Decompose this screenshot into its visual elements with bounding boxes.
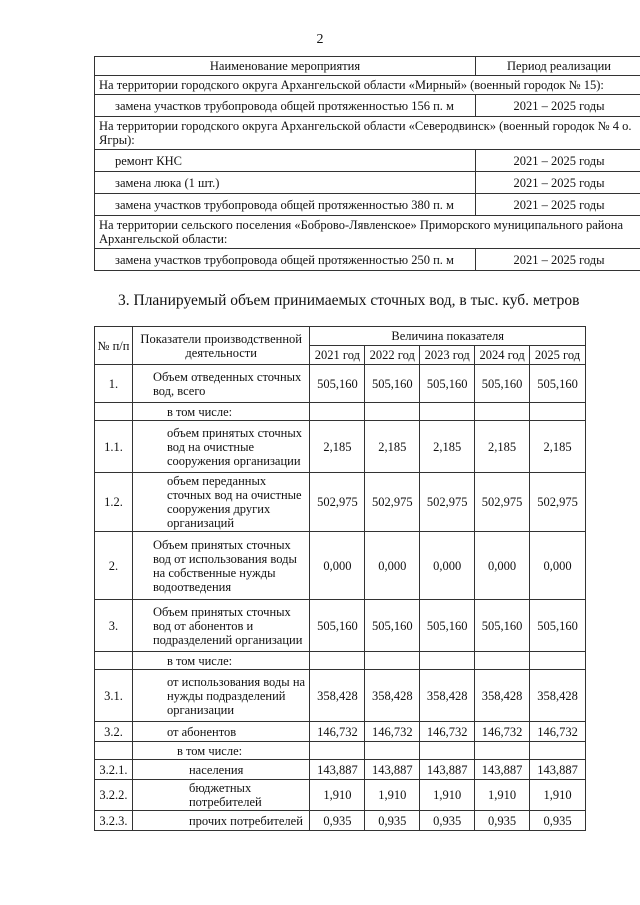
row-value: 505,160	[420, 600, 475, 652]
row-indicator: объем принятых сточных вод на очистные сооружения организации	[132, 421, 309, 473]
row-value: 0,000	[530, 532, 586, 600]
col-header-period: Период реализации	[476, 57, 640, 76]
measures-table	[94, 56, 640, 271]
measure-period: 2021 – 2025 годы	[476, 172, 640, 194]
row-number	[95, 403, 133, 421]
measure-name: замена участков трубопровода общей протяженностью 380 п. м	[95, 194, 476, 216]
row-value	[365, 403, 420, 421]
row-value: 505,160	[530, 365, 586, 403]
row-value: 2,185	[365, 421, 420, 473]
table-row	[95, 532, 586, 600]
row-indicator: Объем отведенных сточных вод, всего	[132, 365, 309, 403]
row-value	[530, 403, 586, 421]
row-value: 143,887	[365, 760, 420, 780]
row-value: 146,732	[420, 722, 475, 742]
table-row	[95, 760, 586, 780]
row-number: 2.	[95, 532, 133, 600]
row-value: 502,975	[475, 473, 530, 532]
table-row	[95, 670, 586, 722]
row-value: 358,428	[365, 670, 420, 722]
row-indicator: в том числе:	[132, 403, 309, 421]
row-value: 0,000	[420, 532, 475, 600]
row-value: 502,975	[365, 473, 420, 532]
row-value	[475, 403, 530, 421]
row-value: 505,160	[420, 365, 475, 403]
row-value: 1,910	[310, 780, 365, 811]
table-row	[95, 742, 586, 760]
row-value: 143,887	[310, 760, 365, 780]
row-value: 505,160	[310, 365, 365, 403]
row-value	[310, 403, 365, 421]
row-number: 1.1.	[95, 421, 133, 473]
row-indicator: бюджетных потребителей	[132, 780, 309, 811]
row-indicator: от использования воды на нужды подразделений организации	[132, 670, 309, 722]
row-value: 505,160	[365, 600, 420, 652]
row-number	[95, 742, 133, 760]
row-value: 0,935	[475, 811, 530, 831]
measure-period: 2021 – 2025 годы	[476, 95, 640, 117]
row-value	[475, 742, 530, 760]
row-value	[530, 742, 586, 760]
row-value: 143,887	[530, 760, 586, 780]
col-header-year: 2021 год	[310, 346, 365, 365]
row-number: 3.2.	[95, 722, 133, 742]
measure-period: 2021 – 2025 годы	[476, 249, 640, 271]
row-value: 358,428	[475, 670, 530, 722]
table-row	[95, 421, 586, 473]
measure-row	[95, 194, 640, 216]
row-indicator: Объем принятых сточных вод от абонентов и подразделений организации	[132, 600, 309, 652]
region-label: На территории сельского поселения «Боброво-Лявленское» Приморского муниципального района Архангельской области:	[95, 216, 640, 249]
row-value: 505,160	[365, 365, 420, 403]
col-header-year: 2024 год	[475, 346, 530, 365]
row-value	[420, 742, 475, 760]
row-value: 505,160	[310, 600, 365, 652]
row-value: 505,160	[475, 365, 530, 403]
row-value	[310, 742, 365, 760]
measure-row	[95, 150, 640, 172]
row-indicator: в том числе:	[132, 652, 309, 670]
measure-name: ремонт КНС	[95, 150, 476, 172]
col-header-year: 2022 год	[365, 346, 420, 365]
row-indicator: от абонентов	[132, 722, 309, 742]
row-number: 3.	[95, 600, 133, 652]
row-value: 502,975	[530, 473, 586, 532]
measure-row	[95, 95, 640, 117]
row-number: 3.2.1.	[95, 760, 133, 780]
measure-name: замена участков трубопровода общей протяженностью 250 п. м	[95, 249, 476, 271]
row-value: 358,428	[310, 670, 365, 722]
row-value: 143,887	[420, 760, 475, 780]
row-value: 2,185	[530, 421, 586, 473]
row-value: 0,000	[310, 532, 365, 600]
row-indicator: в том числе:	[132, 742, 309, 760]
row-value: 505,160	[475, 600, 530, 652]
region-row	[95, 216, 640, 249]
row-value: 2,185	[475, 421, 530, 473]
table-row	[95, 600, 586, 652]
row-value: 2,185	[310, 421, 365, 473]
row-value: 502,975	[420, 473, 475, 532]
page-number: 2	[316, 32, 324, 47]
row-value: 505,160	[530, 600, 586, 652]
row-value: 0,000	[475, 532, 530, 600]
row-number	[95, 652, 133, 670]
row-indicator: прочих потребителей	[132, 811, 309, 831]
col-header-year: 2025 год	[530, 346, 586, 365]
region-label: На территории городского округа Архангельской области «Северодвинск» (военный городок № 4 о. Ягры):	[95, 117, 640, 150]
row-number: 3.2.3.	[95, 811, 133, 831]
row-indicator: объем переданных сточных вод на очистные сооружения других организаций	[132, 473, 309, 532]
col-header-value-group: Величина показателя	[310, 327, 586, 346]
row-value: 0,935	[310, 811, 365, 831]
row-number: 3.2.2.	[95, 780, 133, 811]
row-value: 0,935	[365, 811, 420, 831]
table-row	[95, 652, 586, 670]
row-value	[310, 652, 365, 670]
row-value: 0,000	[365, 532, 420, 600]
row-value	[365, 742, 420, 760]
row-value: 358,428	[420, 670, 475, 722]
measure-row	[95, 249, 640, 271]
row-value: 358,428	[530, 670, 586, 722]
row-value: 1,910	[475, 780, 530, 811]
row-value: 502,975	[310, 473, 365, 532]
col-header-indicator: Показатели производственной деятельности	[132, 327, 309, 365]
measure-name: замена участков трубопровода общей протяженностью 156 п. м	[95, 95, 476, 117]
table-row	[95, 403, 586, 421]
measure-row	[95, 172, 640, 194]
row-value: 1,910	[420, 780, 475, 811]
table-row	[95, 811, 586, 831]
row-value: 2,185	[420, 421, 475, 473]
row-number: 3.1.	[95, 670, 133, 722]
row-value: 146,732	[530, 722, 586, 742]
row-number: 1.	[95, 365, 133, 403]
wastewater-volume-table	[94, 326, 586, 831]
table-row	[95, 780, 586, 811]
region-row	[95, 117, 640, 150]
row-indicator: Объем принятых сточных вод от использования воды на собственные нужды водоотведения	[132, 532, 309, 600]
table-row	[95, 473, 586, 532]
row-value	[420, 652, 475, 670]
measure-period: 2021 – 2025 годы	[476, 194, 640, 216]
measure-name: замена люка (1 шт.)	[95, 172, 476, 194]
row-value	[420, 403, 475, 421]
measure-period: 2021 – 2025 годы	[476, 150, 640, 172]
row-value	[475, 652, 530, 670]
col-header-name: Наименование мероприятия	[95, 57, 476, 76]
row-value	[530, 652, 586, 670]
region-row	[95, 76, 640, 95]
row-value: 146,732	[310, 722, 365, 742]
col-header-num: № п/п	[95, 327, 133, 365]
region-label: На территории городского округа Архангельской области «Мирный» (военный городок № 15):	[95, 76, 640, 95]
row-number: 1.2.	[95, 473, 133, 532]
table-row	[95, 722, 586, 742]
col-header-year: 2023 год	[420, 346, 475, 365]
row-indicator: населения	[132, 760, 309, 780]
row-value: 1,910	[530, 780, 586, 811]
row-value: 0,935	[530, 811, 586, 831]
row-value: 143,887	[475, 760, 530, 780]
table-row	[95, 365, 586, 403]
row-value: 146,732	[475, 722, 530, 742]
row-value: 1,910	[365, 780, 420, 811]
row-value	[365, 652, 420, 670]
row-value: 146,732	[365, 722, 420, 742]
row-value: 0,935	[420, 811, 475, 831]
section-title: 3. Планируемый объем принимаемых сточных вод, в тыс. куб. метров	[118, 292, 580, 309]
